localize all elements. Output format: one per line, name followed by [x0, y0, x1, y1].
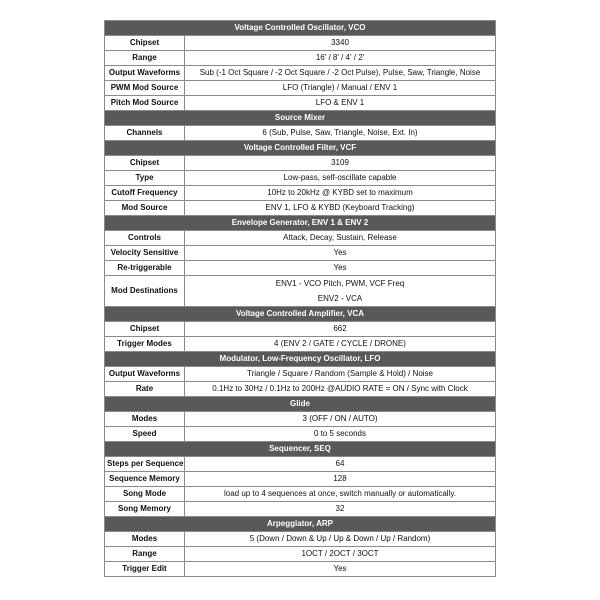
spec-key: Range — [105, 51, 185, 66]
spec-row — [105, 412, 496, 427]
spec-value — [185, 51, 496, 66]
spec-row — [105, 201, 496, 216]
spec-value — [185, 201, 496, 216]
spec-row — [105, 367, 496, 382]
spec-key: Velocity Sensitive — [105, 246, 185, 261]
spec-row — [105, 502, 496, 517]
spec-value — [185, 171, 496, 186]
spec-key: Mod Source — [105, 201, 185, 216]
spec-value-line: Triangle / Square / Random (Sample & Hold) / Noise — [246, 369, 433, 378]
spec-key: Cutoff Frequency — [105, 186, 185, 201]
spec-table — [104, 20, 496, 577]
spec-value-line: load up to 4 sequences at once, switch manually or automatically. — [224, 489, 456, 498]
spec-value — [185, 427, 496, 442]
spec-row — [105, 276, 496, 307]
section-header-row — [105, 352, 496, 367]
spec-row — [105, 382, 496, 397]
section-header-row — [105, 397, 496, 412]
spec-key: Modes — [105, 412, 185, 427]
section-header-row — [105, 307, 496, 322]
spec-value — [185, 532, 496, 547]
section-title: Glide — [105, 397, 496, 412]
spec-value — [185, 337, 496, 352]
spec-value-line: 6 (Sub, Pulse, Saw, Triangle, Noise, Ext. In) — [262, 128, 418, 137]
spec-value-line: 10Hz to 20kHz @ KYBD set to maximum — [267, 188, 413, 197]
spec-key: Type — [105, 171, 185, 186]
spec-row — [105, 261, 496, 276]
spec-key: Mod Destinations — [105, 276, 185, 307]
spec-row — [105, 562, 496, 577]
spec-row — [105, 231, 496, 246]
spec-value — [185, 412, 496, 427]
spec-row — [105, 36, 496, 51]
spec-value — [185, 457, 496, 472]
spec-key: Pitch Mod Source — [105, 96, 185, 111]
spec-key: Range — [105, 547, 185, 562]
spec-key: Output Waveforms — [105, 367, 185, 382]
spec-key: Chipset — [105, 156, 185, 171]
spec-row — [105, 171, 496, 186]
section-title: Arpeggiator, ARP — [105, 517, 496, 532]
spec-value-line: 4 (ENV 2 / GATE / CYCLE / DRONE) — [274, 339, 406, 348]
spec-key: Output Waveforms — [105, 66, 185, 81]
spec-row — [105, 487, 496, 502]
spec-key: PWM Mod Source — [105, 81, 185, 96]
spec-row — [105, 51, 496, 66]
spec-value — [185, 276, 496, 307]
section-title: Voltage Controlled Amplifier, VCA — [105, 307, 496, 322]
section-header-row — [105, 517, 496, 532]
spec-key: Song Mode — [105, 487, 185, 502]
spec-key: Rate — [105, 382, 185, 397]
spec-value-line: LFO & ENV 1 — [315, 98, 365, 107]
spec-row — [105, 337, 496, 352]
section-header-row — [105, 21, 496, 36]
section-header-row — [105, 111, 496, 126]
spec-value — [185, 382, 496, 397]
spec-key: Song Memory — [105, 502, 185, 517]
spec-value-line: ENV2 - VCA — [317, 294, 363, 303]
spec-value — [185, 487, 496, 502]
spec-value — [185, 66, 496, 81]
spec-value-line: Sub (-1 Oct Square / -2 Oct Square / -2 Oct Pulse), Pulse, Saw, Triangle, Noise — [199, 68, 481, 77]
spec-value — [185, 472, 496, 487]
spec-value-line: 662 — [333, 324, 347, 333]
spec-row — [105, 126, 496, 141]
spec-value-line: 64 — [335, 459, 345, 468]
spec-row — [105, 96, 496, 111]
spec-table-body — [105, 21, 496, 577]
spec-value-line: Yes — [333, 564, 347, 573]
spec-value — [185, 322, 496, 337]
spec-row — [105, 457, 496, 472]
spec-value-line: Yes — [333, 248, 347, 257]
spec-value-line: 128 — [333, 474, 347, 483]
section-title: Voltage Controlled Oscillator, VCO — [105, 21, 496, 36]
spec-row — [105, 322, 496, 337]
spec-value-line: 1OCT / 2OCT / 3OCT — [301, 549, 379, 558]
spec-value-line: 3 (OFF / ON / AUTO) — [302, 414, 378, 423]
section-title: Envelope Generator, ENV 1 & ENV 2 — [105, 216, 496, 231]
section-title: Source Mixer — [105, 111, 496, 126]
spec-value-line: 3109 — [331, 158, 349, 167]
spec-row — [105, 156, 496, 171]
spec-value-line: 3340 — [331, 38, 349, 47]
spec-value — [185, 36, 496, 51]
spec-value — [185, 502, 496, 517]
spec-value-line: Attack, Decay, Sustain, Release — [283, 233, 397, 242]
spec-key: Trigger Modes — [105, 337, 185, 352]
spec-value-line: 5 (Down / Down & Up / Up & Down / Up / Random) — [249, 534, 431, 543]
spec-value-line: Low-pass, self-oscillate capable — [283, 173, 397, 182]
section-title: Modulator, Low-Frequency Oscillator, LFO — [105, 352, 496, 367]
spec-key: Channels — [105, 126, 185, 141]
spec-key: Chipset — [105, 36, 185, 51]
spec-key: Re-triggerable — [105, 261, 185, 276]
spec-key: Trigger Edit — [105, 562, 185, 577]
spec-value — [185, 562, 496, 577]
spec-key: Chipset — [105, 322, 185, 337]
spec-row — [105, 186, 496, 201]
spec-value-line: Yes — [333, 263, 347, 272]
spec-value — [185, 261, 496, 276]
section-header-row — [105, 141, 496, 156]
spec-value — [185, 96, 496, 111]
spec-value-line: 0.1Hz to 30Hz / 0.1Hz to 200Hz @AUDIO RATE = ON / Sync with Clock — [212, 384, 468, 393]
spec-value-line: 0 to 5 seconds — [313, 429, 367, 438]
spec-key: Speed — [105, 427, 185, 442]
spec-row — [105, 532, 496, 547]
spec-key: Steps per Sequence — [105, 457, 185, 472]
spec-value — [185, 246, 496, 261]
spec-value-line: ENV 1, LFO & KYBD (Keyboard Tracking) — [265, 203, 415, 212]
section-title: Sequencer, SEQ — [105, 442, 496, 457]
spec-value-line: 16' / 8' / 4' / 2' — [315, 53, 365, 62]
spec-value — [185, 367, 496, 382]
spec-row — [105, 427, 496, 442]
spec-value — [185, 186, 496, 201]
spec-row — [105, 472, 496, 487]
section-title: Voltage Controlled Filter, VCF — [105, 141, 496, 156]
spec-row — [105, 81, 496, 96]
section-header-row — [105, 442, 496, 457]
spec-value — [185, 81, 496, 96]
section-header-row — [105, 216, 496, 231]
spec-value — [185, 156, 496, 171]
spec-key: Sequence Memory — [105, 472, 185, 487]
spec-value — [185, 126, 496, 141]
spec-row — [105, 66, 496, 81]
spec-value — [185, 231, 496, 246]
spec-key: Controls — [105, 231, 185, 246]
spec-row — [105, 547, 496, 562]
spec-key: Modes — [105, 532, 185, 547]
spec-value-line: LFO (Triangle) / Manual / ENV 1 — [282, 83, 398, 92]
spec-value-line: 32 — [335, 504, 345, 513]
spec-value — [185, 547, 496, 562]
spec-value-line: ENV1 - VCO Pitch, PWM, VCF Freq — [275, 279, 405, 288]
spec-row — [105, 246, 496, 261]
